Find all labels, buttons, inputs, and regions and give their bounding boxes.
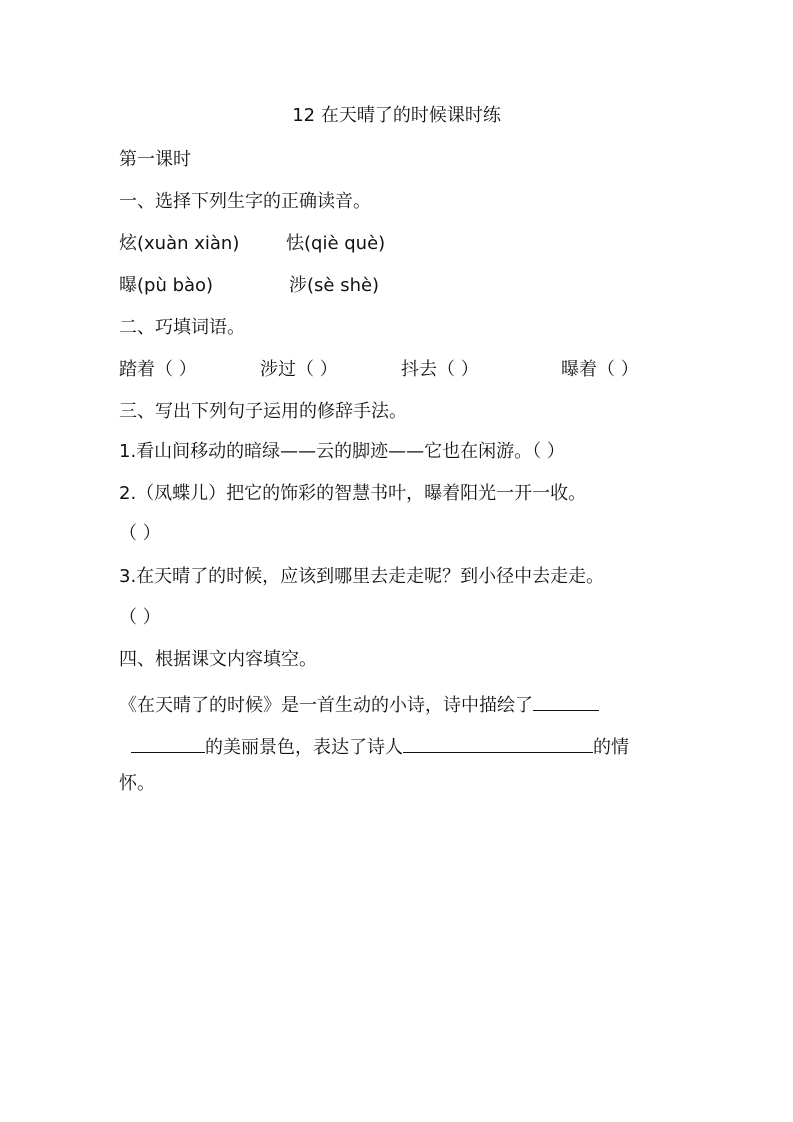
q4-text: 的情 bbox=[593, 737, 629, 758]
q4-paragraph-line-2 bbox=[119, 732, 679, 760]
q4-heading: 四、根据课文内容填空。 bbox=[119, 649, 317, 670]
lesson-label: 第一课时 bbox=[119, 149, 191, 170]
q3-heading: 三、写出下列句子运用的修辞手法。 bbox=[119, 401, 407, 422]
q1-row-1 bbox=[119, 232, 679, 256]
answer-blank[interactable] bbox=[533, 690, 599, 711]
q2-heading: 二、巧填词语。 bbox=[119, 317, 245, 338]
q3-answer-paren-3: （ ） bbox=[119, 607, 161, 628]
fill-word-item: 曝着（ ） bbox=[561, 359, 639, 380]
q4-text: 的美丽景色，表达了诗人 bbox=[205, 737, 403, 758]
fill-word-item: 涉过（ ） bbox=[260, 359, 338, 380]
fill-word-item: 踏着（ ） bbox=[119, 359, 197, 380]
q3-sentence-1: 1.看山间移动的暗绿——云的脚迹——它也在闲游。（ ） bbox=[119, 441, 565, 462]
q1-heading: 一、选择下列生字的正确读音。 bbox=[119, 191, 371, 212]
q3-sentence-3: 3.在天晴了的时候，应该到哪里去走走呢？到小径中去走走。 bbox=[119, 566, 605, 587]
answer-blank[interactable] bbox=[403, 732, 593, 753]
pinyin-choice: 炫(xuàn xiàn) bbox=[119, 233, 240, 254]
pinyin-choice: 涉(sè shè) bbox=[289, 275, 380, 296]
q4-paragraph-line-1 bbox=[119, 690, 679, 718]
fill-word-item: 抖去（ ） bbox=[401, 359, 479, 380]
q4-paragraph-line-3: 怀。 bbox=[119, 773, 155, 794]
q4-text: 《在天晴了的时候》是一首生动的小诗，诗中描绘了 bbox=[119, 695, 533, 716]
q3-sentence-2: 2.（凤蝶儿）把它的饰彩的智慧书叶，曝着阳光一开一收。 bbox=[119, 483, 587, 504]
page-title: 12 在天晴了的时候课时练 bbox=[292, 105, 501, 126]
pinyin-choice: 曝(pù bào) bbox=[119, 275, 214, 296]
q3-answer-paren-2: （ ） bbox=[119, 523, 161, 544]
answer-blank[interactable] bbox=[131, 732, 205, 753]
q1-row-2 bbox=[119, 274, 679, 298]
pinyin-choice: 怯(qiè què) bbox=[286, 233, 386, 254]
q2-fill-row bbox=[119, 358, 679, 382]
